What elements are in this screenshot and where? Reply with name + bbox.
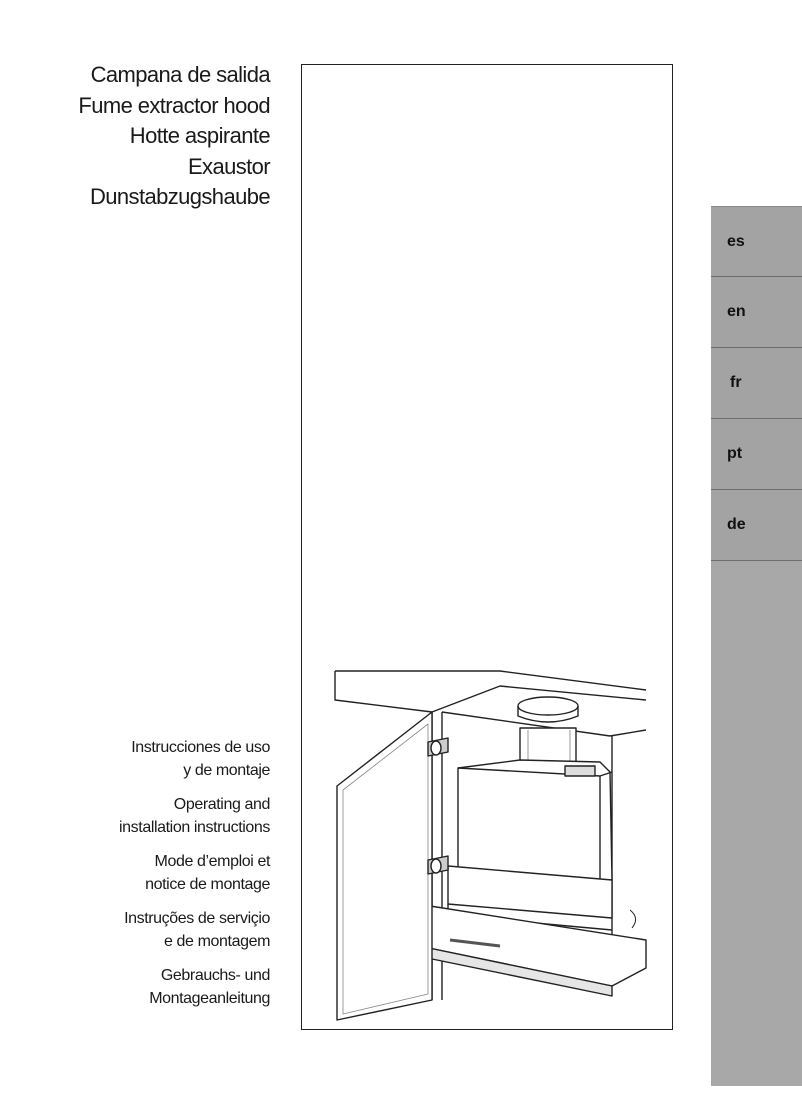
title-en: Fume extractor hood <box>78 92 270 118</box>
manual-pt <box>119 907 270 953</box>
manual-es-line1: Instrucciones de uso <box>131 739 270 756</box>
manual-fr-line1: Mode d’emploi et <box>154 853 270 870</box>
lang-tab-fr[interactable]: fr <box>711 348 802 419</box>
lang-tab-de[interactable]: de <box>711 490 802 561</box>
lang-tab-pt[interactable]: pt <box>711 419 802 490</box>
title-fr: Hotte aspirante <box>129 123 270 148</box>
manual-de <box>119 964 270 1010</box>
manual-en-line1: Operating and <box>173 796 270 813</box>
manual-de-line2: Montageanleitung <box>149 990 270 1007</box>
manual-titles <box>119 736 270 1021</box>
lang-tab-es[interactable]: es <box>711 206 802 277</box>
manual-fr-line2: notice de montage <box>145 876 270 893</box>
language-tab-strip <box>711 206 802 1086</box>
title-pt: Exaustor <box>187 153 270 179</box>
lang-tab-en[interactable]: en <box>711 277 802 348</box>
manual-es <box>119 736 270 782</box>
manual-es-line2: y de montaje <box>183 762 270 779</box>
manual-en-line2: installation instructions <box>119 819 270 836</box>
manual-de-line1: Gebrauchs- und <box>160 967 270 984</box>
manual-en <box>119 793 270 839</box>
title-de: Dunstabzugshaube <box>90 184 270 209</box>
manual-pt-line2: e de montagem <box>164 933 270 950</box>
title-es: Campana de salida <box>90 62 270 87</box>
manual-fr <box>119 850 270 896</box>
manual-pt-line1: Instruções de serviçio <box>124 910 270 927</box>
